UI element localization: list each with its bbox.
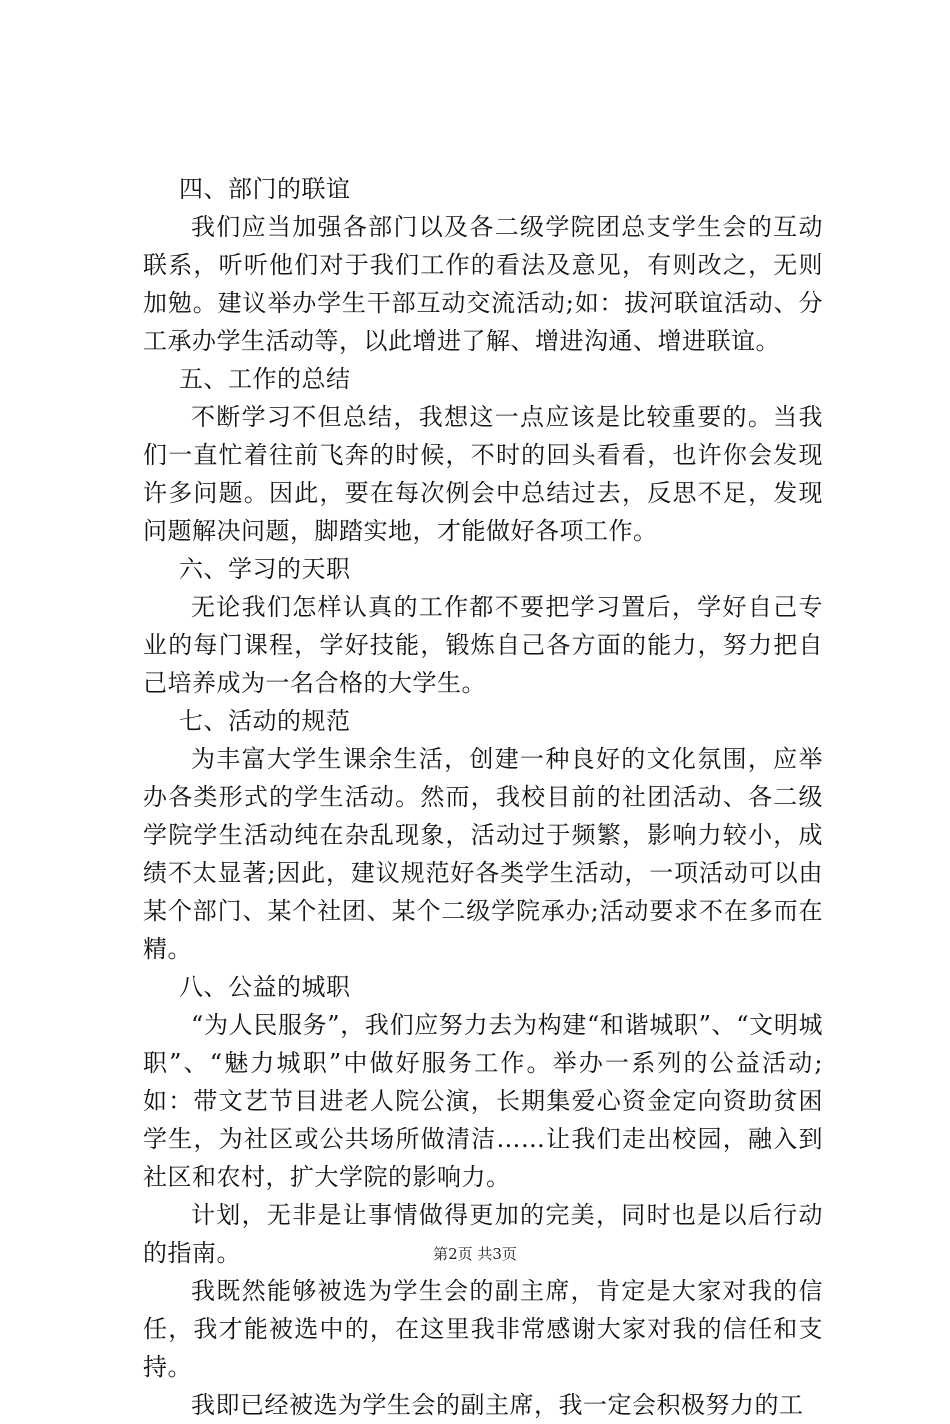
section-heading: 八、公益的城职 (179, 973, 351, 1001)
section-heading: 七、活动的规范 (179, 707, 351, 735)
paragraph: 我们应当加强各部门以及各二级学院团总支学生会的互动联系，听听他们对于我们工作的看法及意见，有则改之，无则加勉。建议举办学生干部互动交流活动;如：拔河联谊活动、分工承办学生活动等，以此增进了解、增进沟通、增进联谊。 (143, 213, 823, 355)
paragraph: “为人民服务”，我们应努力去为构建“和谐城职”、“文明城职”、“魅力城职”中做好服务工作。举办一系列的公益活动;如：带文艺节目进老人院公演，长期集爱心资金定向资助贫困学生，为社区或公共场所做清洁……让我们走出校园，融入到社区和农村，扩大学院的影响力。 (143, 1011, 823, 1191)
section-heading: 六、学习的天职 (179, 555, 351, 583)
paragraph: 我既然能够被选为学生会的副主席，肯定是大家对我的信任，我才能被选中的，在这里我非常感谢大家对我的信任和支持。 (143, 1277, 823, 1381)
paragraph: 不断学习不但总结，我想这一点应该是比较重要的。当我们一直忙着往前飞奔的时候，不时的回头看看，也许你会发现许多问题。因此，要在每次例会中总结过去，反思不足，发现问题解决问题，脚踏实地，才能做好各项工作。 (143, 403, 823, 545)
paragraph: 计划，无非是让事情做得更加的完美，同时也是以后行动的指南。 (143, 1201, 823, 1267)
section-heading: 五、工作的总结 (179, 365, 351, 393)
paragraph: 我即已经被选为学生会的副主席，我一定会积极努力的工 (191, 1391, 804, 1419)
document-body (143, 170, 823, 1424)
page-number-footer: 第2页 共3页 (433, 1245, 517, 1263)
section-heading: 四、部门的联谊 (179, 175, 351, 203)
paragraph: 无论我们怎样认真的工作都不要把学习置后，学好自己专业的每门课程，学好技能，锻炼自己各方面的能力，努力把自己培养成为一名合格的大学生。 (143, 593, 823, 697)
paragraph: 为丰富大学生课余生活，创建一种良好的文化氛围，应举办各类形式的学生活动。然而，我校目前的社团活动、各二级学院学生活动纯在杂乱现象，活动过于频繁，影响力较小，成绩不太显著;因此，建议规范好各类学生活动，一项活动可以由某个部门、某个社团、某个二级学院承办;活动要求不在多而在精。 (143, 745, 823, 963)
